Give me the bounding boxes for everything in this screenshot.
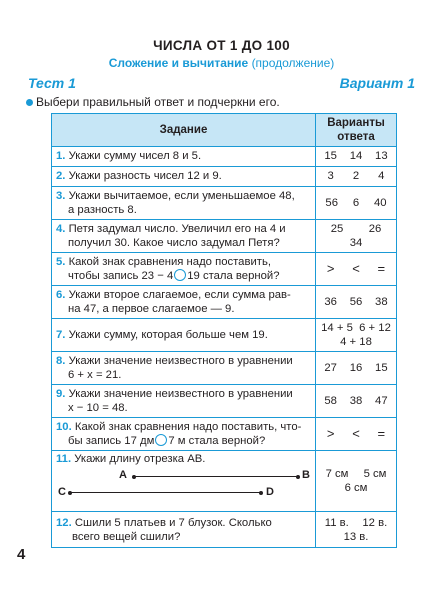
task-cell	[52, 220, 316, 253]
task-number: 5.	[56, 255, 66, 268]
task-number: 2.	[56, 170, 66, 183]
answer-option[interactable]: 4	[378, 170, 385, 183]
answer-cell	[316, 147, 397, 167]
table-row	[52, 418, 397, 451]
task-text: бы запись 17 дм	[68, 435, 155, 447]
table-row	[52, 220, 397, 253]
subtitle-main: Сложение и вычитание	[108, 56, 249, 70]
task-number: 11.	[56, 453, 72, 465]
answer-option[interactable]: 2	[352, 170, 360, 183]
test-heading	[28, 75, 415, 93]
task-text: чтобы запись 23 − 4	[68, 270, 174, 282]
answer-option[interactable]: =	[377, 425, 386, 441]
answer-cell	[316, 352, 397, 385]
answer-option[interactable]: 58	[324, 394, 337, 407]
answer-option[interactable]: 40	[373, 196, 387, 209]
section-subtitle	[0, 56, 443, 70]
task-cell	[52, 187, 316, 220]
task-cell	[52, 147, 316, 167]
task-text: Какой знак сравнения надо поставить, что-	[74, 420, 302, 433]
task-number: 1.	[56, 150, 66, 163]
answer-option[interactable]: 6	[352, 196, 360, 209]
blank-circle-icon[interactable]	[174, 269, 186, 281]
answer-option[interactable]: 5 см	[363, 467, 387, 480]
point-label-a: A	[119, 469, 127, 482]
answers-column-header	[316, 114, 397, 147]
answer-option[interactable]: 47	[375, 394, 388, 407]
task-cell	[52, 286, 316, 319]
point-label-b: B	[302, 469, 310, 482]
task-text: Какой знак сравнения надо поставить,	[68, 255, 271, 268]
answer-option[interactable]: 14 + 5	[321, 321, 353, 334]
bullet-icon	[26, 99, 33, 106]
task-number: 9.	[56, 387, 66, 400]
answer-option[interactable]: 36	[324, 295, 337, 308]
task-text: Укажи сумму чисел 8 и 5.	[68, 150, 202, 163]
answer-cell	[316, 418, 397, 451]
task-cell	[52, 451, 316, 512]
task-cell	[52, 352, 316, 385]
task-number: 3.	[56, 189, 66, 202]
answer-option[interactable]: <	[352, 425, 360, 441]
variant-label: Вариант 1	[339, 75, 415, 91]
point-label-d: D	[266, 486, 274, 499]
blank-circle-icon[interactable]	[155, 434, 167, 446]
task-text: x − 10 = 48.	[68, 402, 128, 414]
table-row	[52, 187, 397, 220]
task-text: на 47, а первое слагаемое — 9.	[68, 303, 235, 315]
answer-option[interactable]: 13	[375, 150, 388, 163]
answer-option[interactable]: 38	[349, 394, 363, 407]
task-text: 6 + x = 21.	[68, 369, 122, 381]
instruction	[36, 95, 280, 109]
answer-option[interactable]: 14	[349, 150, 363, 163]
answer-cell	[316, 220, 397, 253]
task-cell	[52, 319, 316, 352]
table-row	[52, 385, 397, 418]
answers-header-line2: ответа	[337, 131, 375, 143]
task-text: Укажи сумму, которая больше чем 19.	[68, 328, 268, 341]
subtitle-note: (продолжение)	[251, 56, 335, 70]
answer-option[interactable]: <	[352, 260, 360, 276]
table-row	[52, 147, 397, 167]
table-row	[52, 253, 397, 286]
point-d	[259, 491, 263, 495]
answer-option[interactable]: 15	[324, 150, 337, 163]
answer-cell	[316, 512, 397, 548]
task-text: Укажи второе слагаемое, если сумма рав-	[68, 288, 291, 301]
test-table	[51, 113, 397, 548]
answer-option[interactable]: 3	[327, 170, 334, 183]
answer-option[interactable]: 27	[324, 361, 337, 374]
task-number: 6.	[56, 288, 66, 301]
answer-cell	[316, 187, 397, 220]
task-column-header: Задание	[52, 114, 316, 147]
task-cell	[52, 418, 316, 451]
task-text: Укажи значение неизвестного в уравнении	[68, 354, 293, 367]
answer-cell	[316, 319, 397, 352]
task-text: Укажи вычитаемое, если уменьшаемое 48,	[68, 189, 295, 202]
answer-cell	[316, 253, 397, 286]
task-text: Сшили 5 платьев и 7 блузок. Сколько	[74, 516, 272, 529]
segments-figure	[56, 468, 312, 510]
answer-option[interactable]: 12 в.	[362, 516, 388, 529]
answer-option[interactable]: >	[326, 260, 335, 276]
task-cell	[52, 512, 316, 548]
task-text: всего вещей сшили?	[72, 530, 181, 543]
table-header-row	[52, 114, 397, 147]
answer-option[interactable]: 4 + 18	[340, 336, 372, 348]
table-row	[52, 451, 397, 512]
segment-cd	[69, 492, 261, 493]
answer-option[interactable]: 56	[325, 196, 338, 209]
page-number: 4	[17, 546, 26, 563]
answer-option[interactable]: 13 в.	[343, 530, 369, 543]
answer-option[interactable]: 56	[349, 295, 363, 308]
task-cell	[52, 385, 316, 418]
answer-option[interactable]: 16	[349, 361, 363, 374]
task-text: 19 стала верной?	[187, 270, 280, 282]
answer-option[interactable]: 11 в.	[324, 516, 349, 529]
instruction-text: Выбери правильный ответ и подчеркни его.	[36, 95, 280, 109]
answer-option[interactable]: 7 см	[325, 467, 349, 480]
answer-option[interactable]: >	[326, 425, 335, 441]
task-text: Петя задумал число. Увеличил его на 4 и	[68, 222, 286, 235]
task-text: Укажи разность чисел 12 и 9.	[68, 170, 222, 183]
answer-option[interactable]: =	[377, 260, 386, 276]
segment-ab	[133, 476, 298, 477]
task-number: 4.	[56, 222, 66, 235]
table-row	[52, 319, 397, 352]
task-cell	[52, 253, 316, 286]
task-text: Укажи длину отрезка АВ.	[74, 453, 206, 465]
table-row	[52, 352, 397, 385]
answer-option[interactable]: 6 + 12	[359, 321, 391, 334]
task-number: 7.	[56, 328, 66, 341]
answer-cell	[316, 167, 397, 187]
task-text: Укажи значение неизвестного в уравнении	[68, 387, 293, 400]
task-number: 12.	[56, 516, 72, 529]
answer-option[interactable]: 6 см	[344, 482, 368, 495]
task-cell	[52, 167, 316, 187]
task-text: получил 30. Какое число задумал Петя?	[68, 237, 280, 249]
task-number: 10.	[56, 420, 72, 433]
table-row	[52, 286, 397, 319]
section-title: ЧИСЛА ОТ 1 ДО 100	[153, 38, 290, 53]
task-text: а разность 8.	[68, 204, 137, 216]
answer-option[interactable]: 38	[375, 295, 388, 308]
point-label-c: C	[58, 486, 66, 499]
answer-cell	[316, 286, 397, 319]
answer-option[interactable]: 34	[349, 237, 363, 249]
table-row	[52, 167, 397, 187]
answers-header-line1: Варианты	[327, 116, 385, 129]
task-text: 7 м стала верной?	[168, 435, 266, 447]
task-number: 8.	[56, 354, 66, 367]
answer-option[interactable]: 25	[330, 222, 344, 235]
table-row	[52, 512, 397, 548]
answer-option[interactable]: 26	[368, 222, 382, 235]
answer-cell	[316, 385, 397, 418]
answer-option[interactable]: 15	[375, 361, 388, 374]
test-label: Тест 1	[28, 75, 76, 91]
point-b	[296, 475, 300, 479]
answer-cell	[316, 451, 397, 512]
